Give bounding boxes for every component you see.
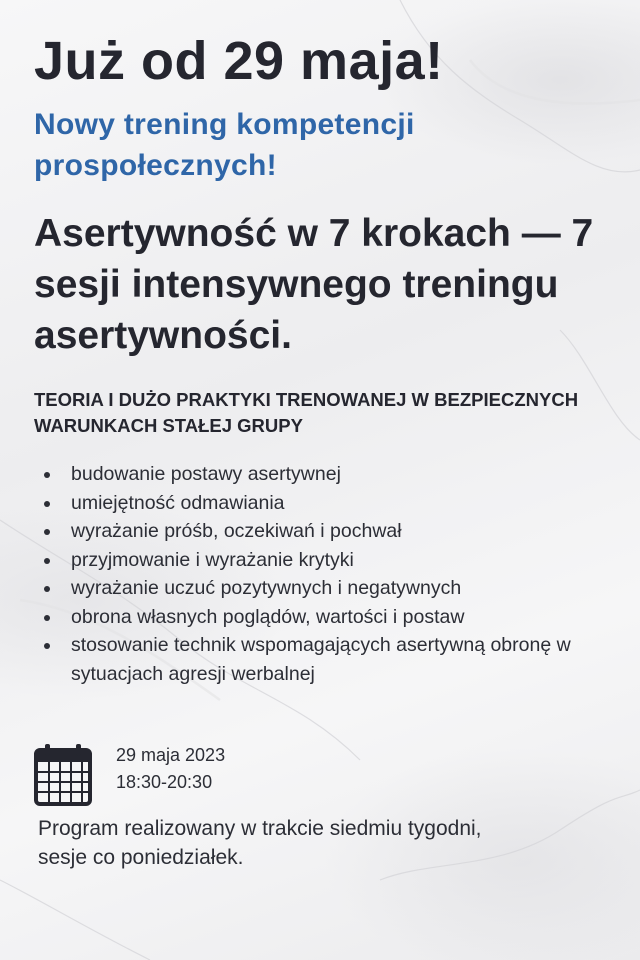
- training-title: Asertywność w 7 krokach — 7 sesji intensywnego treningu asertywności.: [34, 212, 594, 357]
- program-info: Program realizowany w trakcie siedmiu tygodni, sesje co poniedziałek.: [38, 817, 482, 869]
- feature-item: przyjmowanie i wyrażanie krytyki: [34, 546, 594, 575]
- feature-item: stosowanie technik wspomagających asertywną obronę w sytuacjach agresji werbalnej: [34, 631, 594, 688]
- feature-item: umiejętność odmawiania: [34, 489, 594, 518]
- subheadline: Nowy trening kompetencji prospołecznych!: [34, 108, 415, 182]
- event-date: 29 maja 2023: [116, 745, 226, 765]
- event-time: 18:30-20:30: [116, 772, 213, 792]
- feature-item: wyrażanie próśb, oczekiwań i pochwał: [34, 517, 594, 546]
- feature-item: obrona własnych poglądów, wartości i postaw: [34, 603, 594, 632]
- headline: Już od 29 maja!: [34, 31, 444, 91]
- calendar-icon: [34, 742, 92, 806]
- feature-list: [34, 460, 594, 688]
- feature-item: wyrażanie uczuć pozytywnych i negatywnych: [34, 574, 594, 603]
- feature-item: budowanie postawy asertywnej: [34, 460, 594, 489]
- training-subtitle: TEORIA I DUŻO PRAKTYKI TRENOWANEJ W BEZPIECZNYCH WARUNKACH STAŁEJ GRUPY: [34, 389, 579, 436]
